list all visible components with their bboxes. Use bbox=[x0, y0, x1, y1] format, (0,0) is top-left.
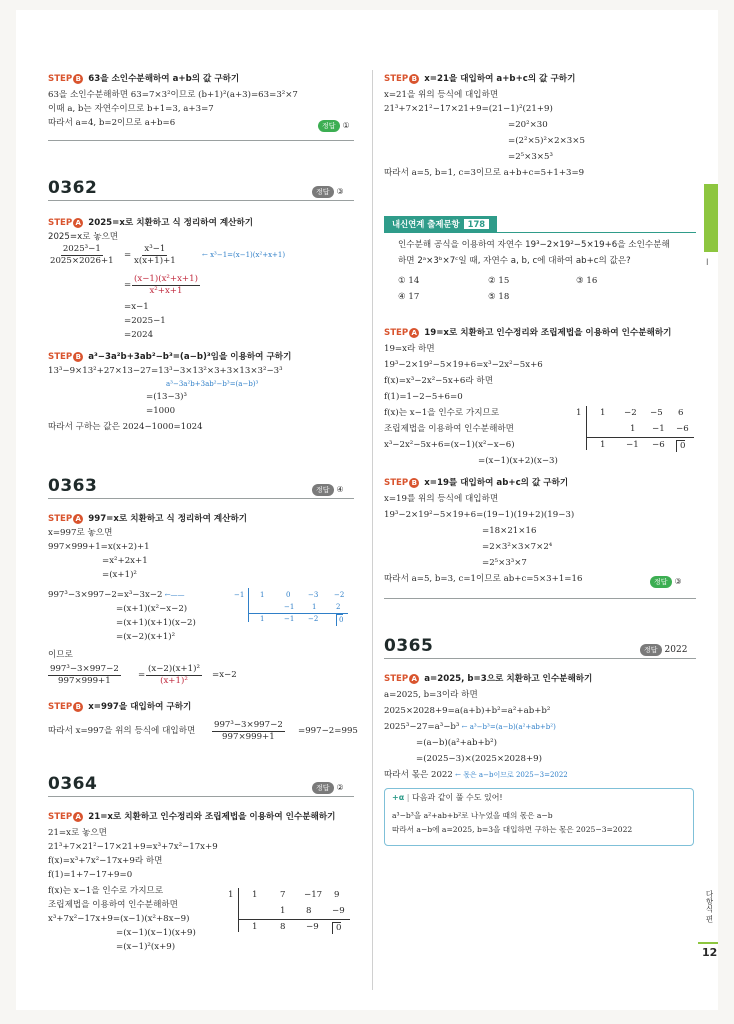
section-banner: 내신연계 출제문항 178 bbox=[384, 216, 497, 232]
text-line: f(1)=1−2−5+6=0 bbox=[384, 392, 463, 402]
problem-number: 0363 bbox=[48, 476, 98, 496]
text-line: 19³−2×19²−5×19+6=x³−2x²−5x+6 bbox=[384, 360, 543, 370]
answer-badge: 정답 ④ bbox=[312, 484, 344, 496]
equals: = bbox=[124, 250, 132, 260]
synth-cell: 1 bbox=[600, 408, 606, 418]
text-line: f(x)=x³−2x²−5x+6라 하면 bbox=[384, 376, 494, 386]
text-line: =(x−2)(x+1)² bbox=[116, 632, 176, 642]
text-line: 조립제법을 이용하여 인수분해하면 bbox=[384, 424, 514, 434]
answer-badge: 정답 ① bbox=[318, 120, 350, 132]
choice: ④ 17 bbox=[398, 292, 420, 302]
fraction: $\frac{\text{(x−2)(x+1)²}}{\text{(x+1)²}}$ bbox=[148, 664, 200, 686]
footer-label: 다항식 편 bbox=[705, 890, 714, 923]
text-line: 이므로 bbox=[48, 650, 73, 660]
text-line: a=2025, b=3이라 하면 bbox=[384, 690, 478, 700]
synth-cell: −2 bbox=[624, 408, 637, 418]
synth-cell: −1 bbox=[284, 603, 295, 611]
choice: ⑤ 18 bbox=[488, 292, 510, 302]
synth-cell: −6 bbox=[676, 424, 689, 434]
text-line: =2×3²×3×7×2⁴ bbox=[482, 542, 553, 552]
separator bbox=[384, 658, 696, 659]
synth-cell: −17 bbox=[304, 890, 323, 900]
text-line: 조립제법을 이용하여 인수분해하면 bbox=[48, 900, 178, 910]
choice: ② 15 bbox=[488, 276, 510, 286]
synth-cell: 1 bbox=[280, 906, 286, 916]
step-b-heading: STEP B x=21을 대입하여 a+b+c의 값 구하기 bbox=[384, 74, 576, 84]
text-line: =x−2 bbox=[212, 670, 237, 680]
answer-badge: 정답 ③ bbox=[312, 186, 344, 198]
text-line: =(x−1)(x−1)(x+9) bbox=[116, 928, 196, 938]
text-line: 따라서 구하는 값은 2024−1000=1024 bbox=[48, 422, 203, 432]
text-line: =2⁵×3×5³ bbox=[508, 152, 553, 162]
text-line: 이때 a, b는 자연수이므로 b+1=3, a+3=7 bbox=[48, 104, 214, 114]
problem-number: 0365 bbox=[384, 636, 434, 656]
text-line: =997−2=995 bbox=[298, 726, 358, 736]
text-line: =(x+1)(x+1)(x−2) bbox=[116, 618, 196, 628]
synth-divider bbox=[238, 888, 239, 932]
text-line: 따라서 a=4, b=2이므로 a+b=6 bbox=[48, 118, 176, 128]
equals: = bbox=[138, 670, 146, 680]
step-b-heading: STEP B 63을 소인수분해하여 a+b의 값 구하기 bbox=[48, 74, 240, 84]
text-line: f(1)=1+7−17+9=0 bbox=[48, 870, 133, 880]
text-line: x=19를 위의 등식에 대입하면 bbox=[384, 494, 499, 504]
text-line: =2024 bbox=[124, 330, 154, 340]
fraction: $\frac{\text{2025³−1}}{2025\times 2026+1}$ bbox=[50, 244, 114, 266]
side-note: ← x³−1=(x−1)(x²+x+1) bbox=[202, 251, 286, 259]
text-line: 997×999+1=x(x+2)+1 bbox=[48, 542, 150, 552]
choice: ③ 16 bbox=[576, 276, 598, 286]
synth-cell: 0 bbox=[286, 591, 291, 599]
fraction: $\frac{\text{997³−3×997−2}}{997\times 999+1}$ bbox=[50, 664, 119, 686]
synth-cell: 0 bbox=[676, 440, 685, 452]
answer-badge: 정답 ③ bbox=[650, 576, 682, 588]
synth-cell: −3 bbox=[308, 591, 319, 599]
separator bbox=[48, 140, 354, 141]
text-line: 21³+7×21²−17×21+9=x³+7x²−17x+9 bbox=[48, 842, 218, 852]
text-line: =2⁵×3³×7 bbox=[482, 558, 527, 568]
synth-cell: 0 bbox=[336, 614, 343, 626]
text-line: x³+7x²−17x+9=(x−1)(x²+8x−9) bbox=[48, 914, 190, 924]
text-line: =(x−1)(x+2)(x−3) bbox=[478, 456, 558, 466]
text-line: x³−2x²−5x+6=(x−1)(x²−x−6) bbox=[384, 440, 515, 450]
text-line: 13³−9×13²+27×13−27=13³−3×13²×3+3×13×3²−3³ bbox=[48, 366, 283, 376]
synth-cell: 8 bbox=[306, 906, 312, 916]
step-b-heading: STEP B x=19를 대입하여 ab+c의 값 구하기 bbox=[384, 478, 569, 488]
synth-divider bbox=[248, 588, 249, 622]
answer-badge: 정답 ② bbox=[312, 782, 344, 794]
synth-cell: −5 bbox=[650, 408, 663, 418]
synth-cell: 1 bbox=[252, 890, 258, 900]
text-line: 2025×2028+9=a(a+b)+b²=a²+ab+b² bbox=[384, 706, 551, 716]
page-number: 12 bbox=[702, 946, 718, 959]
choice: ① 14 bbox=[398, 276, 420, 286]
chapter-tab bbox=[704, 184, 718, 252]
fraction: $\frac{\text{(x−1)(x²+x+1)}}{\text{x²+x+1}}$ bbox=[134, 274, 198, 296]
text-line: 2025³−27=a³−b³ ← a³−b³=(a−b)(a²+ab+b²) bbox=[384, 722, 556, 732]
footer-rule bbox=[698, 942, 718, 944]
text-line: =(x+1)(x²−x−2) bbox=[116, 604, 188, 614]
separator bbox=[48, 796, 354, 797]
text-line: f(x)는 x−1을 인수로 가지므로 bbox=[48, 886, 164, 896]
synth-cell: 1 bbox=[260, 615, 265, 623]
synth-rule bbox=[586, 437, 694, 438]
text-line: 따라서 x=997을 위의 등식에 대입하면 bbox=[48, 726, 196, 736]
question-text: 하면 2ᵃ×3ᵇ×7ᶜ일 때, 자연수 a, b, c에 대하여 ab+c의 값은? bbox=[398, 256, 631, 266]
problem-number: 0364 bbox=[48, 774, 98, 794]
separator bbox=[384, 598, 696, 599]
separator bbox=[384, 232, 696, 233]
text-line: =1000 bbox=[146, 406, 176, 416]
text-line: =x²+2x+1 bbox=[102, 556, 148, 566]
text-line: =(2²×5)²×2×3×5 bbox=[508, 136, 585, 146]
text-line: 997³−3×997−2=x³−3x−2 ←—— bbox=[48, 590, 185, 600]
text-line: 21³+7×21²−17×21+9=(21−1)²(21+9) bbox=[384, 104, 553, 114]
page bbox=[16, 10, 718, 1010]
equals: = bbox=[124, 280, 132, 290]
text-line: =2025−1 bbox=[124, 316, 166, 326]
text-line: =(x−1)²(x+9) bbox=[116, 942, 176, 952]
synth-root: 1 bbox=[576, 408, 582, 418]
problem-number: 0362 bbox=[48, 178, 98, 198]
synth-cell: 6 bbox=[678, 408, 684, 418]
synth-cell: 8 bbox=[280, 922, 286, 932]
fraction: $\frac{\text{997³−3×997−2}}{997\times 999+1}$ bbox=[214, 720, 283, 742]
synth-divider bbox=[586, 406, 587, 450]
step-a-heading: STEP A 997=x로 치환하고 식 정리하여 계산하기 bbox=[48, 514, 248, 524]
step-b-heading: STEP B a³−3a²b+3ab²−b³=(a−b)³임을 이용하여 구하기 bbox=[48, 352, 292, 362]
synth-cell: −1 bbox=[626, 440, 639, 450]
step-a-heading: STEP A 2025=x로 치환하고 식 정리하여 계산하기 bbox=[48, 218, 254, 228]
step-a-heading: STEP A a=2025, b=3으로 치환하고 인수분해하기 bbox=[384, 674, 593, 684]
separator bbox=[48, 200, 354, 201]
synth-cell: 1 bbox=[312, 603, 317, 611]
tip-title: +α | 다음과 같이 풀 수도 있어! bbox=[392, 793, 503, 802]
question-text: 인수분해 공식을 이용하여 자연수 19³−2×19²−5×19+6을 소인수분해 bbox=[398, 240, 670, 250]
text-line: 따라서 a=5, b=3, c=1이므로 ab+c=5×3+1=16 bbox=[384, 574, 583, 584]
text-line: =(2025−3)×(2025×2028+9) bbox=[416, 754, 542, 764]
synth-cell: −2 bbox=[334, 591, 345, 599]
text-line: 21=x로 놓으면 bbox=[48, 828, 107, 838]
synth-cell: 2 bbox=[336, 603, 341, 611]
text-line: f(x)=x³+7x²−17x+9라 하면 bbox=[48, 856, 163, 866]
chapter-tab-label: I bbox=[706, 258, 709, 268]
synth-cell: 1 bbox=[600, 440, 606, 450]
text-line: 19³−2×19²−5×19+6=(19−1)(19+2)(19−3) bbox=[384, 510, 575, 520]
text-line: 따라서 a=5, b=1, c=3이므로 a+b+c=5+1+3=9 bbox=[384, 168, 585, 178]
text-line: 따라서 몫은 2022 ← 몫은 a−b이므로 2025−3=2022 bbox=[384, 770, 568, 780]
synth-cell: 9 bbox=[334, 890, 340, 900]
text-line: =(a−b)(a²+ab+b²) bbox=[416, 738, 497, 748]
answer-badge: 정답 2022 bbox=[640, 644, 687, 656]
side-note: a³−3a²b+3ab²−b³=(a−b)³ bbox=[166, 380, 259, 388]
text-line: =(13−3)³ bbox=[146, 392, 187, 402]
plus-alpha-icon: +α bbox=[392, 793, 405, 802]
text-line: 19=x라 하면 bbox=[384, 344, 435, 354]
synth-cell: −9 bbox=[306, 922, 319, 932]
step-a-heading: STEP A 19=x로 치환하고 인수정리와 조립제법을 이용하여 인수분해하기 bbox=[384, 328, 672, 338]
synth-cell: 7 bbox=[280, 890, 286, 900]
synth-root: 1 bbox=[228, 890, 234, 900]
synth-cell: 1 bbox=[252, 922, 258, 932]
synth-rule bbox=[238, 919, 350, 920]
synth-cell: 0 bbox=[332, 922, 341, 934]
text-line: =(x+1)² bbox=[102, 570, 137, 580]
synth-cell: 1 bbox=[630, 424, 636, 434]
synth-cell: 1 bbox=[260, 591, 265, 599]
tip-line: a³−b³을 a²+ab+b²로 나누었을 때의 몫은 a−b bbox=[392, 811, 553, 820]
synth-cell: −2 bbox=[308, 615, 319, 623]
text-line: =20²×30 bbox=[508, 120, 548, 130]
text-line: 63을 소인수분해하면 63=7×3²이므로 (b+1)²(a+3)=63=3²×7 bbox=[48, 90, 298, 100]
tip-line: 따라서 a−b에 a=2025, b=3을 대입하면 구하는 몫은 2025−3=2022 bbox=[392, 825, 633, 834]
text-line: =x−1 bbox=[124, 302, 149, 312]
text-line: x=997로 놓으면 bbox=[48, 528, 113, 538]
text-line: f(x)는 x−1을 인수로 가지므로 bbox=[384, 408, 500, 418]
separator bbox=[48, 498, 354, 499]
text-line: 2025=x로 놓으면 bbox=[48, 232, 119, 242]
synth-cell: −1 bbox=[652, 424, 665, 434]
text-line: =18×21×16 bbox=[482, 526, 537, 536]
step-a-heading: STEP A 21=x로 치환하고 인수정리와 조립제법을 이용하여 인수분해하기 bbox=[48, 812, 336, 822]
synth-cell: −6 bbox=[652, 440, 665, 450]
fraction: $\frac{\text{x³−1}}{x(x+1)+1}$ bbox=[134, 244, 176, 266]
synth-cell: −9 bbox=[332, 906, 345, 916]
synth-root: −1 bbox=[234, 591, 245, 599]
column-divider bbox=[372, 70, 373, 990]
text-line: x=21을 위의 등식에 대입하면 bbox=[384, 90, 499, 100]
step-b-heading: STEP B x=997을 대입하여 구하기 bbox=[48, 702, 192, 712]
synth-cell: −1 bbox=[284, 615, 295, 623]
